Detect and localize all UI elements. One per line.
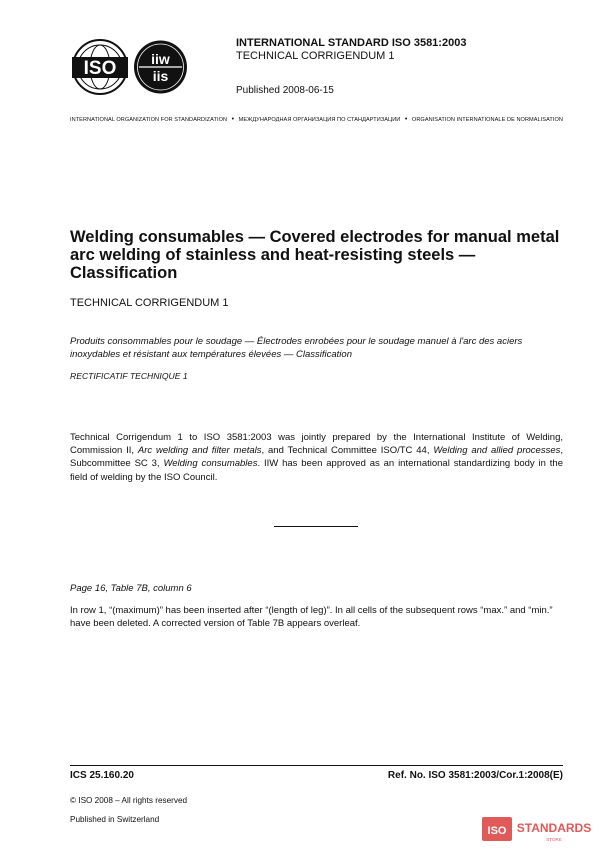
iso-logo bbox=[70, 39, 130, 95]
intro-italic: Arc welding and filter metals bbox=[137, 445, 262, 457]
section-divider bbox=[274, 526, 358, 527]
published-location: Published in Switzerland bbox=[70, 815, 160, 824]
iiw-logo-top: iiw bbox=[151, 51, 170, 67]
document-title: Welding consumables — Covered electrodes for manual metal arc welding of stainless and heat-resisting steels — Classification bbox=[70, 228, 560, 282]
bullet-separator: • bbox=[231, 116, 235, 123]
ics-code: ICS 25.160.20 bbox=[70, 770, 134, 781]
store-title: STANDARDS bbox=[516, 821, 592, 835]
corrigendum-label-en: TECHNICAL CORRIGENDUM 1 bbox=[70, 297, 229, 309]
intro-paragraph bbox=[70, 431, 563, 484]
standard-subtitle: TECHNICAL CORRIGENDUM 1 bbox=[236, 50, 395, 62]
intro-text: . IIW has been approved as an international standardizing body in the field of welding by the ISO Council. bbox=[70, 458, 564, 483]
intro-text: , Subcommittee SC 3, bbox=[70, 445, 563, 470]
intro-text: , and Technical Committee ISO/TC 44, bbox=[261, 445, 434, 457]
organizations-line bbox=[70, 116, 563, 123]
copyright-notice: © ISO 2008 – All rights reserved bbox=[70, 796, 188, 805]
store-sub: STORE bbox=[546, 837, 562, 842]
intro-italic: Welding and allied processes bbox=[433, 445, 561, 457]
iiw-logo-bottom: iis bbox=[152, 68, 169, 84]
corrigendum-label-fr: RECTIFICATIF TECHNIQUE 1 bbox=[70, 371, 188, 381]
iso-standards-store-logo bbox=[482, 812, 594, 846]
reference-number: Ref. No. ISO 3581:2003/Cor.1:2008(E) bbox=[387, 770, 563, 781]
standard-title: INTERNATIONAL STANDARD ISO 3581:2003 bbox=[236, 37, 467, 49]
bullet-separator: • bbox=[404, 116, 408, 123]
org-fr: ORGANISATION INTERNATIONALE DE NORMALISATION bbox=[411, 116, 563, 123]
store-iso-text: ISO bbox=[487, 825, 507, 837]
intro-italic: Welding consumables bbox=[163, 458, 258, 470]
document-title-fr: Produits consommables pour le soudage — Électrodes enrobées pour le soudage manuel à l'arc des aciers inoxydables et résistant aux températures élevées — Classification bbox=[70, 336, 523, 360]
iiw-logo bbox=[133, 39, 188, 95]
logo-group bbox=[70, 39, 186, 95]
iso-logo-text: ISO bbox=[83, 58, 117, 79]
org-ru: МЕЖДУНАРОДНАЯ ОРГАНИЗАЦИЯ ПО СТАНДАРТИЗАЦИИ bbox=[238, 116, 401, 123]
correction-paragraph: In row 1, “(maximum)” has been inserted after “(length of leg)”. In all cells of the subsequent rows “max.” and “min.” have been deleted. A corrected version of Table 7B appears overleaf. bbox=[70, 605, 553, 630]
published-date: Published 2008-06-15 bbox=[236, 85, 334, 96]
intro-text: Technical Corrigendum 1 to ISO 3581:2003 was jointly prepared by the International Institute of Welding, Commission II, bbox=[70, 432, 563, 457]
footer-rule bbox=[70, 765, 563, 766]
org-en: INTERNATIONAL ORGANIZATION FOR STANDARDIZATION bbox=[70, 116, 228, 123]
correction-reference: Page 16, Table 7B, column 6 bbox=[70, 583, 192, 594]
